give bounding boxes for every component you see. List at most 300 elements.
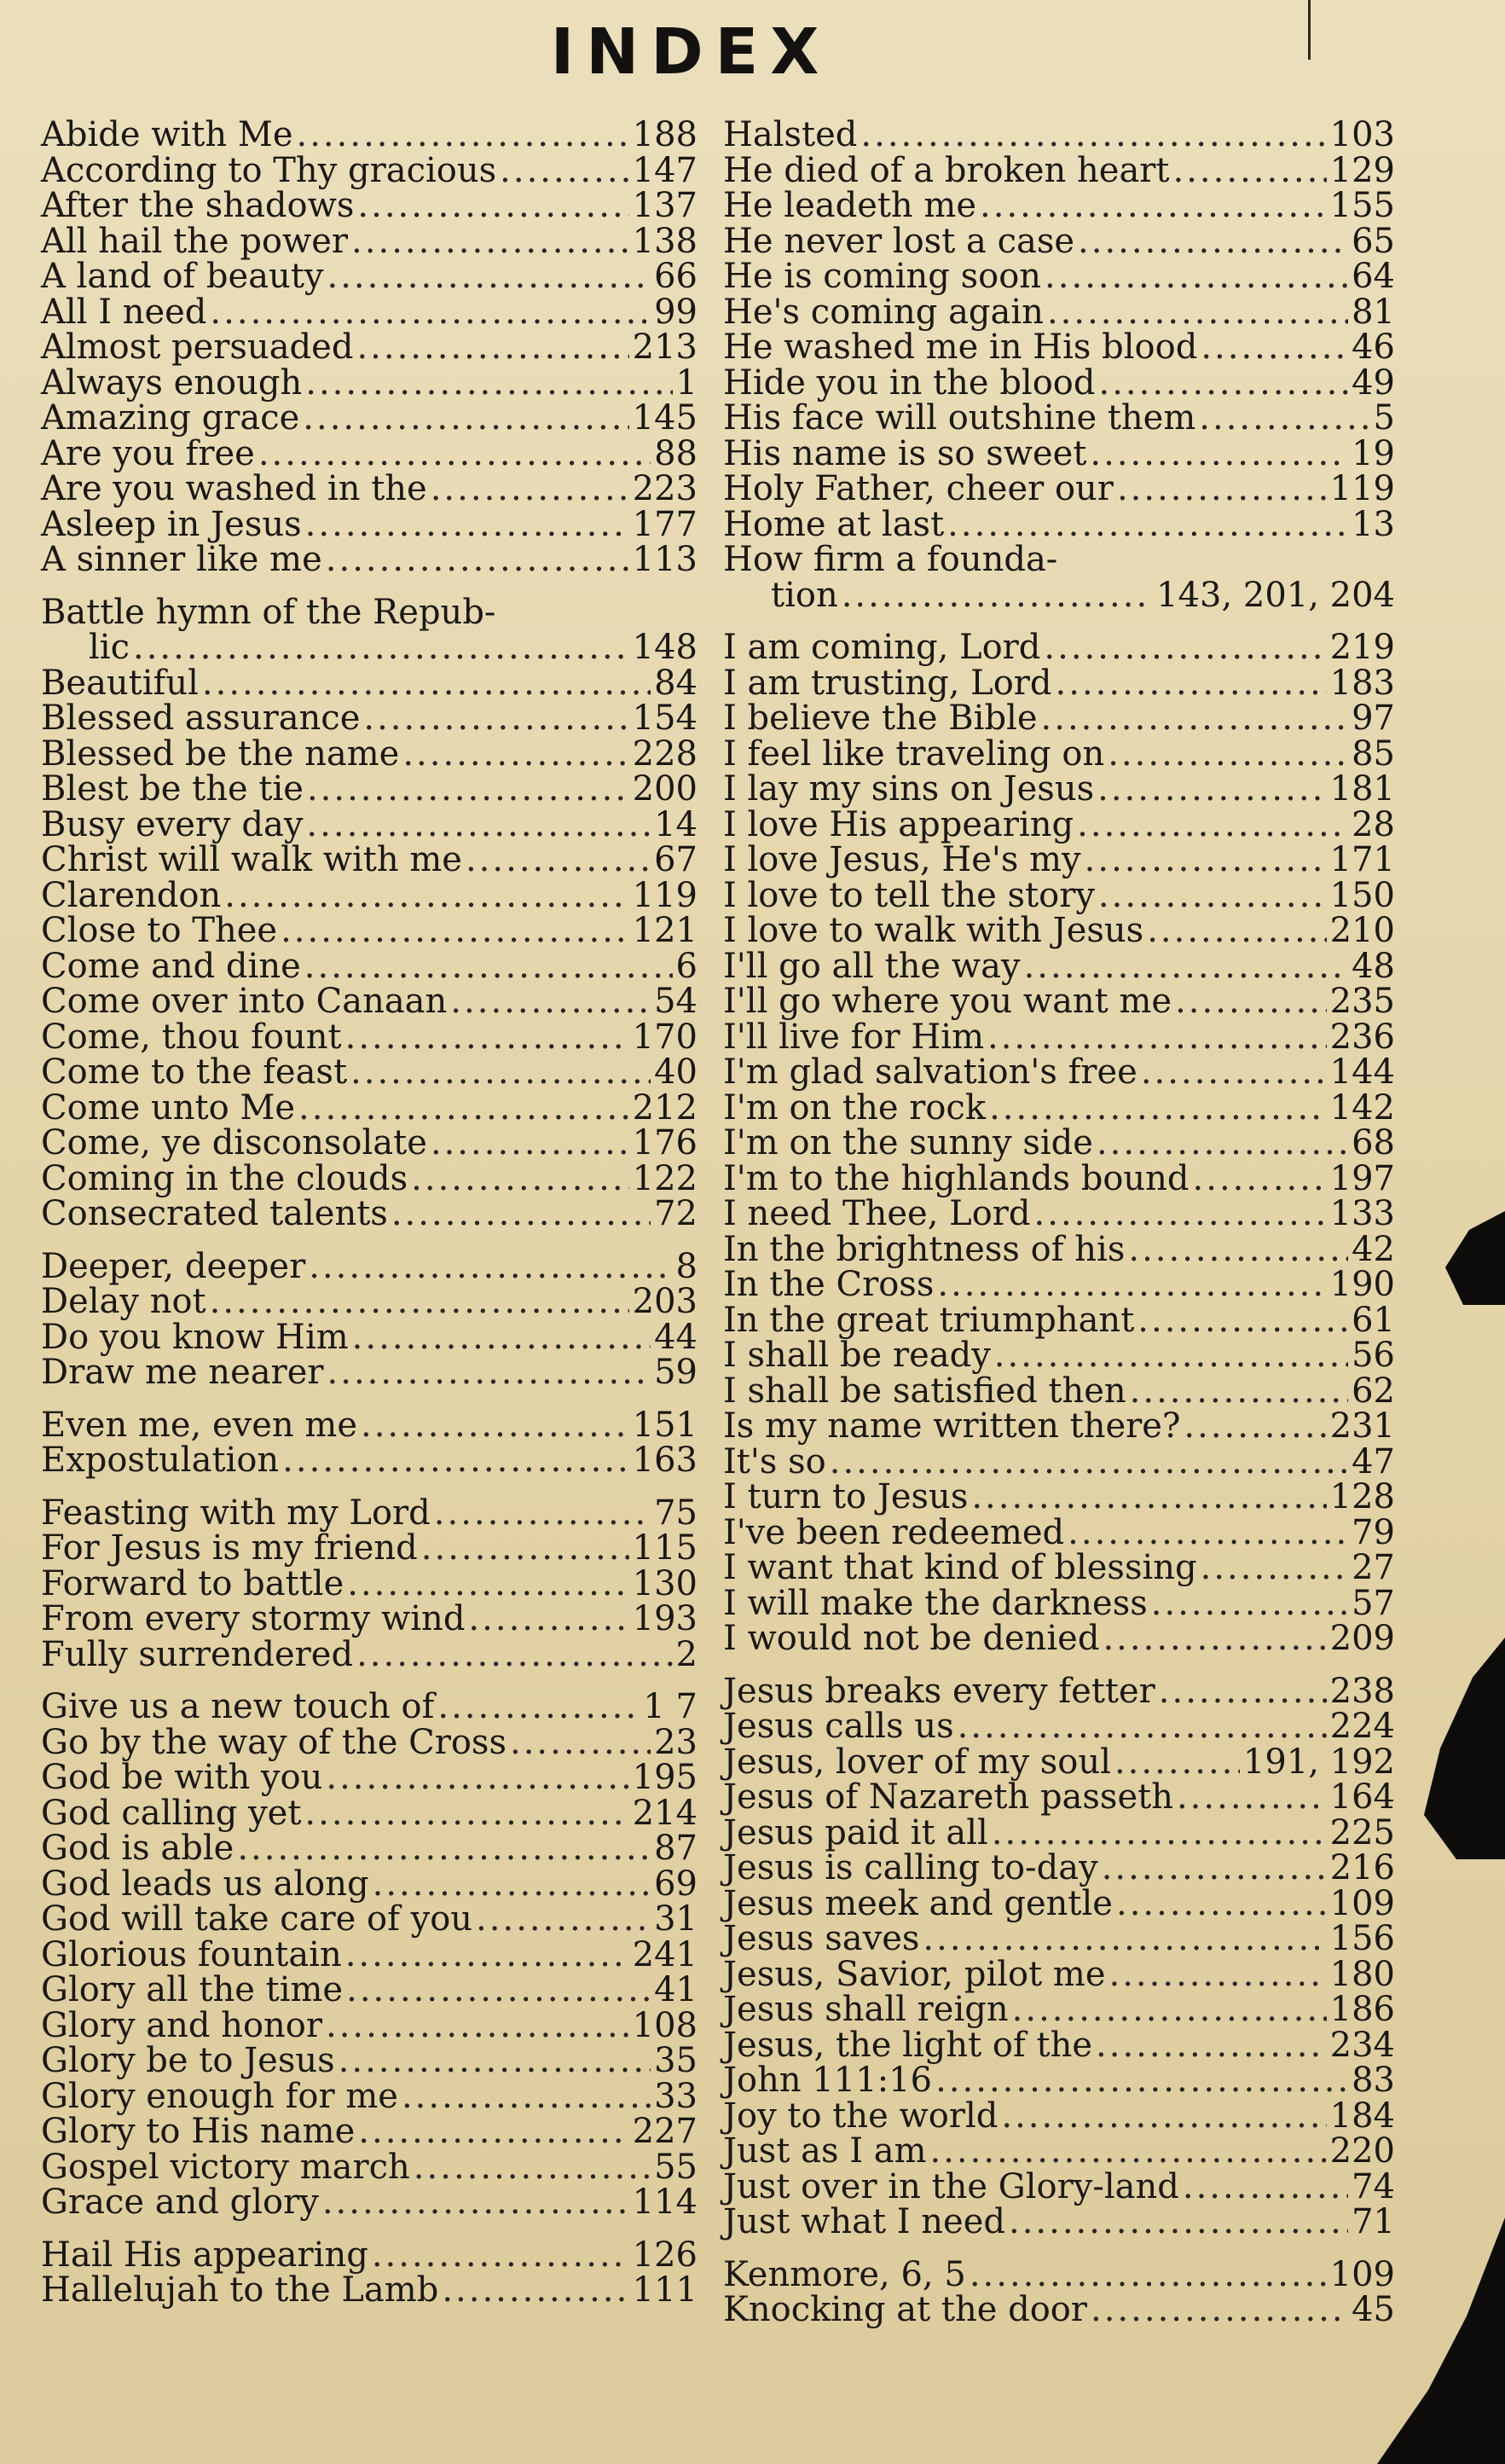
index-entry (723, 1919, 1395, 1958)
index-entry (41, 150, 698, 190)
dot-leader (421, 1531, 629, 1567)
dot-leader (987, 1020, 1327, 1056)
hymn-number: 137 (632, 186, 698, 225)
hymn-title: Grace and glory (41, 2183, 319, 2222)
hymn-title: I love to walk with Jesus (723, 911, 1144, 950)
dot-leader (830, 1445, 1348, 1481)
index-entry (41, 1405, 698, 1445)
dot-leader (1108, 737, 1348, 773)
index-entry (723, 1300, 1395, 1340)
hymn-title: He leadeth me (723, 186, 977, 225)
index-entry (41, 1493, 698, 1533)
dot-leader (1114, 1745, 1240, 1781)
index-entry (41, 1722, 698, 1762)
hymn-number: 126 (632, 2235, 698, 2275)
dot-leader (210, 1284, 629, 1320)
hymn-title: Delay not (41, 1282, 206, 1321)
dot-leader (1109, 1957, 1327, 1993)
hymn-title: Blest be the tie (41, 769, 304, 809)
hymn-title: All I need (41, 292, 207, 332)
index-entry (723, 984, 1395, 1020)
index-entry (723, 292, 1395, 332)
index-entry (723, 1338, 1395, 1374)
dot-leader (326, 2009, 629, 2044)
hymn-title: Close to Thee (41, 911, 278, 950)
hymn-number: 219 (1329, 628, 1395, 667)
hymn-number: 224 (1329, 1707, 1395, 1746)
hymn-title: I've been redeemed (723, 1512, 1065, 1552)
dot-leader (1098, 878, 1327, 914)
dot-leader (1097, 772, 1327, 808)
index-entry (41, 984, 698, 1020)
index-entry (723, 1583, 1395, 1623)
hymn-title: Blessed be the name (41, 733, 400, 774)
index-entry (723, 1512, 1395, 1552)
index-letter-group (723, 2254, 1395, 2329)
dot-leader (930, 2134, 1327, 2170)
hymn-title: I will make the darkness (723, 1583, 1148, 1623)
dot-leader (281, 913, 629, 949)
index-entry (41, 2235, 698, 2275)
hymn-title: A land of beauty (41, 257, 324, 296)
index-entry (723, 1229, 1395, 1269)
hymn-number: 228 (632, 733, 698, 774)
hymn-number: 56 (1352, 1336, 1395, 1375)
hymn-number: 143, 201, 204 (1156, 575, 1395, 615)
dot-leader (411, 1162, 628, 1197)
dot-leader (1141, 1055, 1327, 1091)
hymn-title: I feel like traveling on (723, 733, 1105, 774)
hymn-number: 188 (632, 115, 698, 154)
hymn-number: 74 (1352, 2166, 1395, 2206)
hymn-number: 75 (654, 1493, 698, 1533)
hymn-title: In the great triumphant (723, 1300, 1135, 1340)
hymn-number: 180 (1329, 1954, 1395, 1994)
hymn-title: Holy Father, cheer our (723, 469, 1114, 508)
hymn-title: His name is so sweet (723, 433, 1087, 473)
hymn-number: 45 (1352, 2290, 1395, 2329)
index-entry (723, 1742, 1395, 1782)
hymn-number: 212 (632, 1087, 698, 1128)
hymn-title: I'll go where you want me (723, 982, 1172, 1021)
index-entry (41, 1934, 698, 1974)
hymn-title: Halsted (723, 115, 858, 154)
dot-leader (860, 118, 1326, 154)
hymn-title: I am trusting, Lord (723, 663, 1052, 703)
hymn-number: 241 (632, 1934, 698, 1974)
hymn-number: 200 (632, 769, 698, 809)
hymn-title: Feasting with my Lord (41, 1493, 431, 1533)
hymn-title: Kenmore, 6, 5 (723, 2254, 966, 2294)
hymn-number: 65 (1352, 221, 1395, 261)
index-entry (723, 1812, 1395, 1852)
hymn-title: Always enough (41, 362, 303, 403)
index-entry (723, 2202, 1395, 2241)
index-entry (723, 1406, 1395, 1446)
hymn-title: I'll live for Him (723, 1017, 984, 1057)
dot-leader (442, 2273, 628, 2309)
dot-leader (327, 1355, 651, 1391)
dot-leader (1147, 913, 1326, 949)
hymn-title: Joy to the world (723, 2096, 999, 2136)
hymn-title: Is my name written there? (723, 1406, 1181, 1446)
hymn-number: 23 (654, 1722, 698, 1762)
hymn-title: Jesus calls us (723, 1707, 954, 1746)
index-entry (41, 946, 698, 986)
hymn-number: 31 (654, 1899, 698, 1939)
index-entry (41, 188, 698, 224)
hymn-title: According to Thy gracious (41, 150, 497, 190)
hymn-number: 155 (1329, 186, 1395, 225)
hymn-title: He never lost a case (723, 221, 1075, 261)
hymn-title: Consecrated talents (41, 1194, 388, 1233)
hymn-number: 181 (1329, 769, 1395, 809)
hymn-title: Jesus is calling to-day (723, 1848, 1098, 1887)
hymn-number: 111 (632, 2270, 698, 2310)
hymn-number: 2 (675, 1634, 698, 1674)
hymn-number: 186 (1329, 1990, 1395, 2029)
dot-leader (1041, 701, 1349, 737)
index-entry (723, 1671, 1395, 1711)
dot-leader (1068, 1516, 1348, 1551)
index-entry (723, 1709, 1395, 1745)
dot-leader (1199, 401, 1369, 437)
index-entry (723, 1371, 1395, 1411)
index-entry (41, 2114, 698, 2150)
hymn-title: Knocking at the door (723, 2290, 1087, 2329)
hymn-number: 231 (1329, 1406, 1395, 1446)
index-entry (41, 701, 698, 737)
dot-leader (1201, 330, 1348, 366)
hymn-number: 67 (654, 840, 698, 879)
dot-leader (309, 1249, 672, 1285)
index-entry (41, 1864, 698, 1904)
hymn-number: 147 (632, 150, 698, 190)
index-entry (41, 259, 698, 295)
dot-leader (1183, 2170, 1348, 2206)
index-entry (723, 2063, 1395, 2099)
hymn-number: 121 (632, 911, 698, 950)
hymn-title: Beautiful (41, 663, 199, 703)
dot-leader (937, 1267, 1326, 1303)
hymn-title: Gospel victory march (41, 2147, 410, 2187)
dot-leader (356, 1638, 672, 1673)
index-entry (723, 1477, 1395, 1516)
index-entry (723, 804, 1395, 844)
dot-leader (971, 1480, 1326, 1516)
hymn-title: Christ will walk with me (41, 840, 462, 879)
hymn-number: 103 (1329, 115, 1395, 154)
index-entry (41, 1634, 698, 1674)
dot-leader (1096, 2028, 1327, 2064)
hymn-number: 35 (654, 2041, 698, 2080)
dot-leader (1130, 1374, 1348, 1410)
hymn-title: Jesus paid it all (723, 1812, 988, 1852)
hymn-title: Do you know Him (41, 1317, 349, 1357)
index-letter-group (723, 1671, 1395, 2241)
hymn-title: Amazing grace (41, 398, 300, 438)
dot-leader (1103, 1621, 1326, 1657)
dot-leader (1091, 2293, 1348, 2328)
hymn-title: Glorious fountain (41, 1934, 342, 1974)
hymn-title: Just over in the Glory-land (723, 2166, 1179, 2206)
hymn-title: Just what I need (723, 2202, 1005, 2241)
dot-leader (1077, 808, 1348, 844)
dot-leader (1034, 1197, 1327, 1232)
dot-leader (510, 1725, 651, 1761)
hymn-title: He is coming soon (723, 257, 1042, 296)
index-entry (723, 875, 1395, 915)
hymn-title: In the brightness of his (723, 1229, 1126, 1269)
index-entry (723, 1621, 1395, 1657)
index-letter-group (41, 1687, 698, 2222)
dot-leader (431, 472, 629, 507)
index-letter-group (41, 1405, 698, 1480)
hymn-title: Busy every day (41, 804, 304, 844)
hymn-title: Hallelujah to the Lamb (41, 2270, 439, 2310)
dot-leader (224, 878, 628, 914)
page-title: INDEX (550, 15, 831, 89)
dot-leader (326, 542, 629, 578)
index-entry (41, 769, 698, 809)
hymn-number: 71 (1352, 2202, 1395, 2241)
hymn-number: 109 (1329, 1883, 1395, 1923)
hymn-number: 97 (1352, 699, 1395, 738)
index-letter-group (41, 1246, 698, 1392)
index-entry (723, 946, 1395, 986)
dot-leader (989, 1091, 1327, 1127)
dot-leader (958, 1709, 1327, 1745)
dot-leader (1201, 1551, 1348, 1586)
dot-leader (1078, 224, 1348, 260)
dot-leader (923, 1922, 1326, 1957)
hymn-number: 119 (1329, 469, 1395, 508)
hymn-title: Come, ye disconsolate (41, 1123, 427, 1162)
hymn-title: I want that kind of blessing (723, 1548, 1197, 1587)
hymn-title: A sinner like me (41, 540, 322, 579)
index-entry (41, 1246, 698, 1286)
hymn-title: Clarendon (41, 875, 222, 915)
hymn-number: 184 (1329, 2096, 1395, 2136)
hymn-title: Even me, even me (41, 1405, 357, 1445)
dot-leader (402, 737, 628, 773)
index-entry (41, 1599, 698, 1638)
dot-leader (322, 2185, 629, 2221)
index-entry (41, 292, 698, 332)
hymn-number: 195 (632, 1758, 698, 1797)
hymn-number: 57 (1352, 1583, 1395, 1623)
hymn-number: 236 (1329, 1017, 1395, 1057)
hymn-number: 48 (1352, 946, 1395, 986)
hymn-title: Glory be to Jesus (41, 2041, 335, 2080)
dot-leader (350, 1055, 651, 1091)
index-column-right (723, 115, 1395, 2345)
hymn-title: John 111:16 (723, 2061, 933, 2100)
index-entry (41, 115, 698, 154)
hymn-title: He died of a broken heart (723, 150, 1170, 190)
hymn-number: 109 (1329, 2254, 1395, 2294)
index-entry (723, 2096, 1395, 2136)
index-entry (41, 504, 698, 544)
hymn-number: 148 (632, 628, 698, 667)
dot-leader (450, 984, 651, 1020)
dot-leader (339, 2044, 651, 2079)
dot-leader (1193, 1162, 1327, 1197)
hymn-number: 238 (1329, 1671, 1395, 1711)
index-entry (723, 913, 1395, 949)
index-entry (41, 2270, 698, 2310)
hymn-number: 213 (632, 328, 698, 367)
index-entry (723, 701, 1395, 737)
dot-leader (437, 1690, 640, 1725)
dot-leader (994, 1338, 1348, 1374)
torn-edge (1445, 1211, 1505, 1305)
dot-leader (476, 1902, 651, 1938)
hymn-number: 119 (632, 875, 698, 915)
hymn-number: 191, 192 (1242, 1742, 1395, 1782)
index-entry (41, 1687, 698, 1726)
hymn-number: 220 (1329, 2131, 1395, 2171)
hymn-number: 225 (1329, 1812, 1395, 1852)
dot-leader (1184, 1409, 1326, 1445)
hymn-number: 203 (632, 1282, 698, 1321)
hymn-title: It's so (723, 1441, 826, 1481)
hymn-number: 235 (1329, 982, 1395, 1021)
hymn-number: 108 (632, 2005, 698, 2045)
dot-leader (297, 118, 629, 154)
hymn-number: 154 (632, 699, 698, 738)
index-entry (723, 1883, 1395, 1923)
hymn-title: Hail His appearing (41, 2235, 368, 2275)
hymn-title: Give us a new touch of (41, 1687, 435, 1726)
hymn-title: Hide you in the blood (723, 362, 1096, 403)
hymn-number: 197 (1329, 1158, 1395, 1198)
dot-leader (347, 1567, 628, 1603)
index-entry (41, 1528, 698, 1568)
hymn-title: Are you washed in the (41, 469, 427, 508)
hymn-title: Jesus meek and gentle (723, 1883, 1113, 1923)
dot-leader (1045, 259, 1348, 295)
dot-leader (258, 437, 651, 473)
hymn-title: I love Jesus, He's my (723, 840, 1081, 879)
dot-leader (468, 1602, 628, 1638)
index-entry (723, 221, 1395, 261)
hymn-title: How firm a founda- (723, 540, 1058, 579)
dot-leader (358, 2114, 628, 2150)
index-entry (41, 2147, 698, 2187)
index-entry (723, 1052, 1395, 1092)
dot-leader (306, 808, 651, 844)
dot-leader (345, 1938, 629, 1974)
index-entry (723, 542, 1395, 578)
torn-corner (1377, 2218, 1505, 2464)
index-entry (41, 1355, 698, 1391)
index-entry (723, 469, 1395, 508)
index-entry (723, 663, 1395, 703)
index-entry (41, 1158, 698, 1198)
index-entry (723, 1992, 1395, 2028)
index-entry (41, 804, 698, 844)
hymn-number: 214 (632, 1793, 698, 1833)
dot-leader (361, 1408, 629, 1444)
dot-leader (356, 330, 628, 366)
dot-leader (303, 401, 628, 437)
hymn-number: 19 (1352, 433, 1395, 473)
dot-leader (305, 366, 672, 402)
index-entry (723, 733, 1395, 774)
hymn-title: Just as I am (723, 2131, 927, 2171)
dot-leader (1177, 1780, 1327, 1816)
dot-leader (133, 630, 629, 666)
hymn-title: I turn to Jesus (723, 1477, 969, 1516)
hymn-number: 144 (1329, 1052, 1395, 1092)
index-entry (41, 1087, 698, 1128)
hymn-number: 66 (654, 257, 698, 296)
hymn-title: I need Thee, Lord (723, 1194, 1031, 1233)
dot-leader (980, 188, 1327, 224)
dot-leader (1175, 984, 1327, 1020)
hymn-title: I'm to the highlands bound (723, 1158, 1190, 1198)
hymn-number: 64 (1352, 257, 1395, 296)
hymn-number: 223 (632, 469, 698, 508)
dot-leader (326, 1760, 628, 1796)
dot-leader (1097, 1126, 1348, 1162)
dot-leader (1098, 366, 1348, 402)
index-entry (41, 2185, 698, 2221)
hymn-title: Come, thou fount (41, 1017, 342, 1057)
dot-leader (1102, 1851, 1327, 1887)
dot-leader (282, 1443, 628, 1479)
dot-leader (500, 154, 629, 189)
dot-leader (466, 843, 651, 878)
hymn-title: In the Cross (723, 1265, 935, 1304)
index-entry (723, 188, 1395, 224)
dot-leader (372, 2238, 629, 2274)
hymn-title: lic (89, 628, 130, 667)
hymn-number: 59 (654, 1353, 698, 1392)
hymn-title: Battle hymn of the Repub- (41, 592, 496, 632)
index-entry (41, 1899, 698, 1939)
index-entry (723, 2025, 1395, 2065)
dot-leader (391, 1197, 651, 1232)
hymn-title: Glory enough for me (41, 2076, 398, 2116)
hymn-number: 6 (675, 946, 698, 986)
dot-leader (351, 224, 629, 260)
index-entry (41, 1831, 698, 1867)
hymn-number: 234 (1329, 2025, 1395, 2065)
hymn-number: 33 (654, 2076, 698, 2116)
hymn-number: 122 (632, 1158, 698, 1198)
index-entry (41, 592, 698, 632)
dot-leader (346, 1973, 651, 2009)
hymn-title: God calling yet (41, 1793, 302, 1833)
index-entry (723, 433, 1395, 473)
index-entry (723, 2254, 1395, 2294)
hymn-number: 216 (1329, 1848, 1395, 1887)
hymn-title: Jesus of Nazareth passeth (723, 1777, 1173, 1817)
dot-leader (842, 578, 1153, 614)
hymn-title: Glory all the time (41, 1970, 344, 2009)
hymn-title: I believe the Bible (723, 699, 1038, 738)
hymn-number: 209 (1329, 1619, 1395, 1658)
hymn-number: 88 (654, 433, 698, 473)
hymn-title: Blessed assurance (41, 699, 361, 738)
dot-leader (1151, 1586, 1348, 1622)
index-entry (41, 1317, 698, 1357)
hymn-title: Asleep in Jesus (41, 504, 302, 544)
index-letter-group (41, 1493, 698, 1674)
index-entry (41, 1284, 698, 1320)
